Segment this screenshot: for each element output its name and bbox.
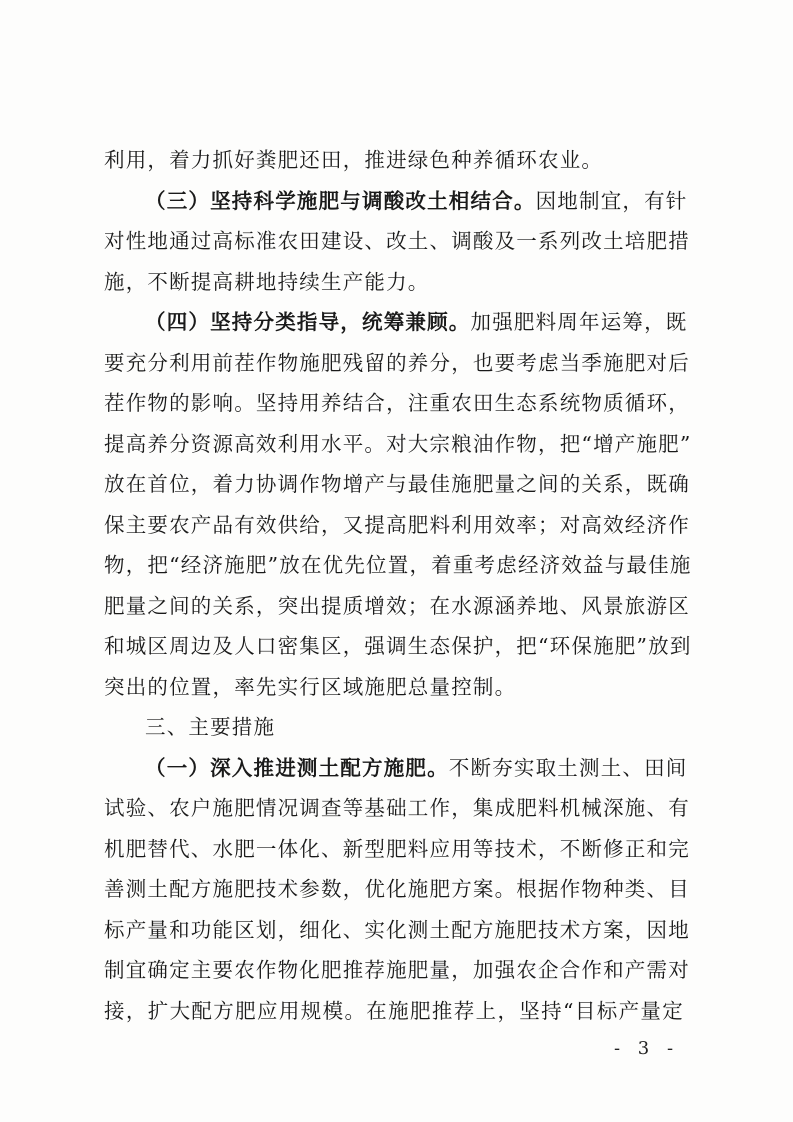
paragraph-line: 利用，着力抓好粪肥还田，推进绿色种养循环农业。 [104, 148, 604, 172]
page-number: - 3 - [614, 1038, 680, 1059]
paragraph-line: 机肥替代、水肥一体化、新型肥料应用等技术，不断修正和完 [104, 836, 690, 861]
paragraph-first-line [104, 181, 688, 222]
paragraph-line: 保主要农产品有效供给，又提高肥料利用效率；对高效经济作 [104, 512, 690, 537]
paragraph-line: 肥量之间的关系，突出提质增效；在水源涵养地、风景旅游区 [104, 593, 690, 618]
paragraph-line: 提高养分资源高效利用水平。对大宗粮油作物，把“增产施肥” [104, 431, 692, 456]
paragraph-line: 善测土配方施肥技术参数，优化施肥方案。根据作物种类、目 [104, 877, 690, 901]
paragraph-line: 标产量和功能区划，细化、实化测土配方施肥技术方案，因地 [104, 917, 690, 942]
paragraph-title: （三）坚持科学施肥与调酸改土相结合。 [145, 188, 536, 213]
section-heading: 三、主要措施 [145, 715, 276, 739]
paragraph-line: 对性地通过高标准农田建设、改土、调酸及一系列改土培肥措 [104, 229, 690, 253]
paragraph-line: 和城区周边及人口密集区，强调生态保护，把“环保施肥”放到 [104, 634, 692, 658]
paragraph-line: 物，把“经济施肥”放在优先位置，着重考虑经济效益与最佳施 [104, 553, 692, 577]
paragraph-line: 施，不断提高耕地持续生产能力。 [104, 269, 430, 294]
paragraph-line: 要充分利用前茬作物施肥残留的养分，也要考虑当季施肥对后 [104, 350, 690, 375]
paragraph-title: （一）深入推进测土配方施肥。 [145, 755, 449, 780]
paragraph-text: 因地制宜，有针 [535, 188, 688, 213]
paragraph-line: 制宜确定主要农作物化肥推荐施肥量，加强农企合作和产需对 [104, 958, 690, 982]
paragraph-line: 突出的位置，率先实行区域施肥总量控制。 [104, 674, 517, 699]
paragraph-line: 接，扩大配方肥应用规模。在施肥推荐上，坚持“目标产量定 [104, 998, 684, 1023]
paragraph-text: 不断夯实取土测土、田间 [448, 755, 688, 780]
paragraph-first-line [104, 302, 688, 343]
paragraph-line: 茬作物的影响。坚持用养结合，注重农田生态系统物质循环， [104, 391, 690, 415]
paragraph-first-line [104, 748, 688, 789]
document-body [104, 140, 692, 1031]
paragraph-text: 加强肥料周年运筹，既 [470, 310, 688, 334]
paragraph-line: 放在首位，着力协调作物增产与最佳施肥量之间的关系，既确 [104, 472, 690, 496]
paragraph-line: 试验、农户施肥情况调查等基础工作，集成肥料机械深施、有 [104, 796, 690, 820]
paragraph-title: （四）坚持分类指导，统筹兼顾。 [145, 310, 471, 334]
